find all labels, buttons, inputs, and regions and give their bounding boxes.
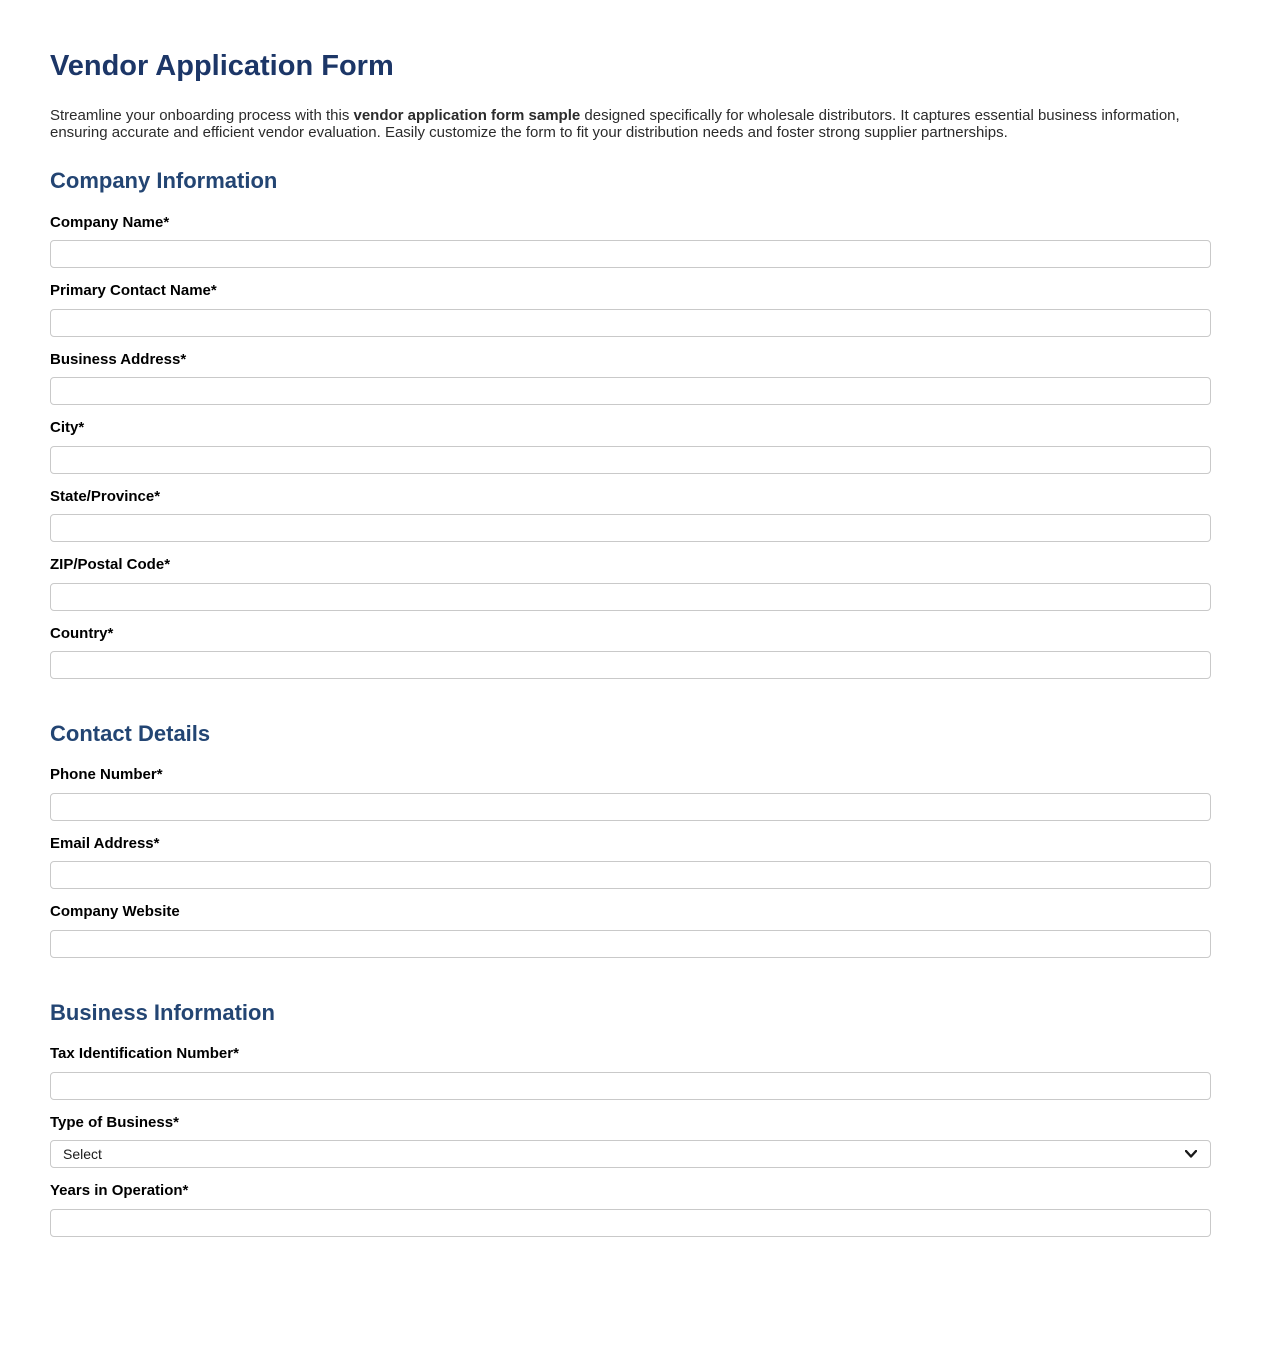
- email-address-input[interactable]: [50, 861, 1211, 889]
- required-asterisk: *: [153, 834, 160, 852]
- section-business-information: [50, 1000, 1211, 1237]
- tax-identification-number-label: Tax Identification Number*: [50, 1045, 239, 1063]
- business-address-label: Business Address*: [50, 350, 187, 368]
- field-state-province: [50, 489, 1211, 543]
- section-company-information: [50, 168, 1211, 679]
- type-of-business-label: Type of Business*: [50, 1113, 179, 1131]
- required-asterisk: *: [182, 1182, 189, 1200]
- state-province-label: State/Province*: [50, 487, 161, 505]
- section-heading-business-information: Business Information: [50, 999, 275, 1025]
- field-company-website: [50, 904, 1211, 958]
- required-asterisk: *: [210, 282, 217, 300]
- required-asterisk: *: [180, 350, 187, 368]
- section-heading-contact-details: Contact Details: [50, 721, 211, 747]
- tax-identification-number-input[interactable]: [50, 1072, 1211, 1100]
- field-phone-number: [50, 767, 1211, 821]
- required-asterisk: *: [156, 766, 163, 784]
- state-province-input[interactable]: [50, 514, 1211, 542]
- city-label: City*: [50, 419, 85, 437]
- required-asterisk: *: [163, 213, 170, 231]
- vendor-application-form-page: [50, 0, 1211, 1362]
- field-email-address: [50, 836, 1211, 890]
- required-asterisk: *: [164, 556, 171, 574]
- phone-number-label: Phone Number*: [50, 766, 163, 784]
- company-website-input[interactable]: [50, 930, 1211, 958]
- company-website-label: Company Website: [50, 903, 180, 921]
- type-of-business-select[interactable]: [50, 1140, 1211, 1168]
- company-name-label: Company Name*: [50, 213, 170, 231]
- field-primary-contact-name: [50, 283, 1211, 337]
- section-heading-company-information: Company Information: [50, 168, 278, 194]
- intro-text-bold: vendor application form sample: [353, 107, 581, 125]
- business-address-input[interactable]: [50, 377, 1211, 405]
- field-years-in-operation: [50, 1183, 1211, 1237]
- required-asterisk: *: [233, 1045, 239, 1063]
- years-in-operation-input[interactable]: [50, 1209, 1211, 1237]
- required-asterisk: *: [154, 487, 161, 505]
- required-asterisk: *: [173, 1113, 179, 1131]
- field-business-address: [50, 352, 1211, 406]
- field-tax-identification-number: [50, 1046, 1211, 1100]
- section-contact-details: [50, 721, 1211, 958]
- required-asterisk: *: [107, 624, 114, 642]
- required-asterisk: *: [78, 419, 85, 437]
- phone-number-input[interactable]: [50, 793, 1211, 821]
- email-address-label: Email Address*: [50, 834, 160, 852]
- zip-postal-code-input[interactable]: [50, 583, 1211, 611]
- field-city: [50, 420, 1211, 474]
- country-label: Country*: [50, 624, 114, 642]
- intro-text-after: designed specifically for wholesale distributors. It captures essential business information, ensuring accurate and efficient vendor evaluation. Easily customize the form to fit your distribution needs and foster strong supplier partnerships.: [50, 107, 1180, 142]
- country-input[interactable]: [50, 651, 1211, 679]
- years-in-operation-label: Years in Operation*: [50, 1182, 189, 1200]
- primary-contact-name-input[interactable]: [50, 309, 1211, 337]
- field-type-of-business: [50, 1115, 1211, 1169]
- zip-postal-code-label: ZIP/Postal Code*: [50, 556, 171, 574]
- field-company-name: [50, 215, 1211, 269]
- field-country: [50, 626, 1211, 680]
- company-name-input[interactable]: [50, 240, 1211, 268]
- city-input[interactable]: [50, 446, 1211, 474]
- intro-paragraph: [50, 107, 1211, 141]
- intro-text-before: Streamline your onboarding process with this: [50, 107, 354, 125]
- primary-contact-name-label: Primary Contact Name*: [50, 282, 217, 300]
- type-of-business-select-wrap: [50, 1140, 1211, 1168]
- field-zip-postal-code: [50, 557, 1211, 611]
- page-title: Vendor Application Form: [50, 50, 394, 82]
